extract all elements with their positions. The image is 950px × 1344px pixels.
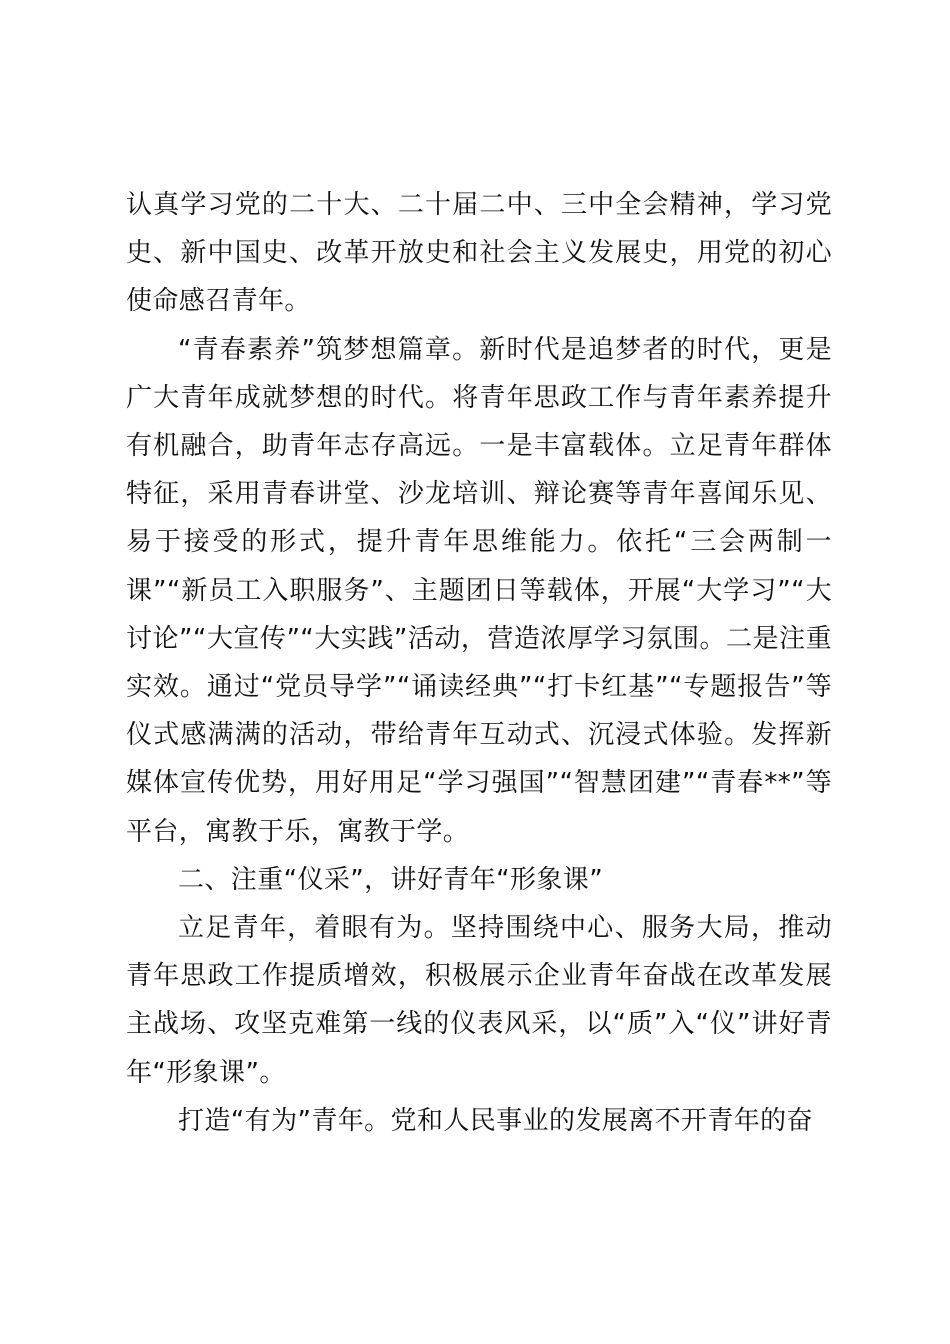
paragraph-2: “青春素养”筑梦想篇章。新时代是追梦者的时代，更是广大青年成就梦想的时代。将青年思政工作与青年素养提升有机融合，助青年志存高远。一是丰富载体。立足青年群体特征，采用青春讲堂、沙龙培训、辩论赛等青年喜闻乐见、易于接受的形式，提升青年思维能力。依托“三会两制一课”“新员工入职服务”、主题团日等载体，开展“大学习”“大讨论”“大宣传”“大实践”活动，营造浓厚学习氛围。二是注重实效。通过“党员导学”“诵读经典”“打卡红基”“专题报告”等仪式感满满的活动，带给青年互动式、沉浸式体验。发挥新媒体宣传优势，用好用足“学习强国”“智慧团建”“青春**”等平台，寓教于乐，寓教于学。 — [126, 334, 832, 847]
section-heading-2: 二、注重“仪采”，讲好青年“形象课” — [178, 864, 604, 895]
paragraph-4: 打造“有为”青年。党和人民事业的发展离不开青年的奋 — [178, 1105, 813, 1136]
document-body — [126, 181, 832, 1145]
paragraph-1: 认真学习党的二十大、二十届二中、三中全会精神，学习党史、新中国史、改革开放史和社会主义发展史，用党的初心使命感召青年。 — [126, 190, 832, 317]
paragraph-3: 立足青年，着眼有为。坚持围绕中心、服务大局，推动青年思政工作提质增效，积极展示企业青年奋战在改革发展主战场、攻坚克难第一线的仪表风采，以“质”入“仪”讲好青年“形象课”。 — [126, 913, 832, 1088]
